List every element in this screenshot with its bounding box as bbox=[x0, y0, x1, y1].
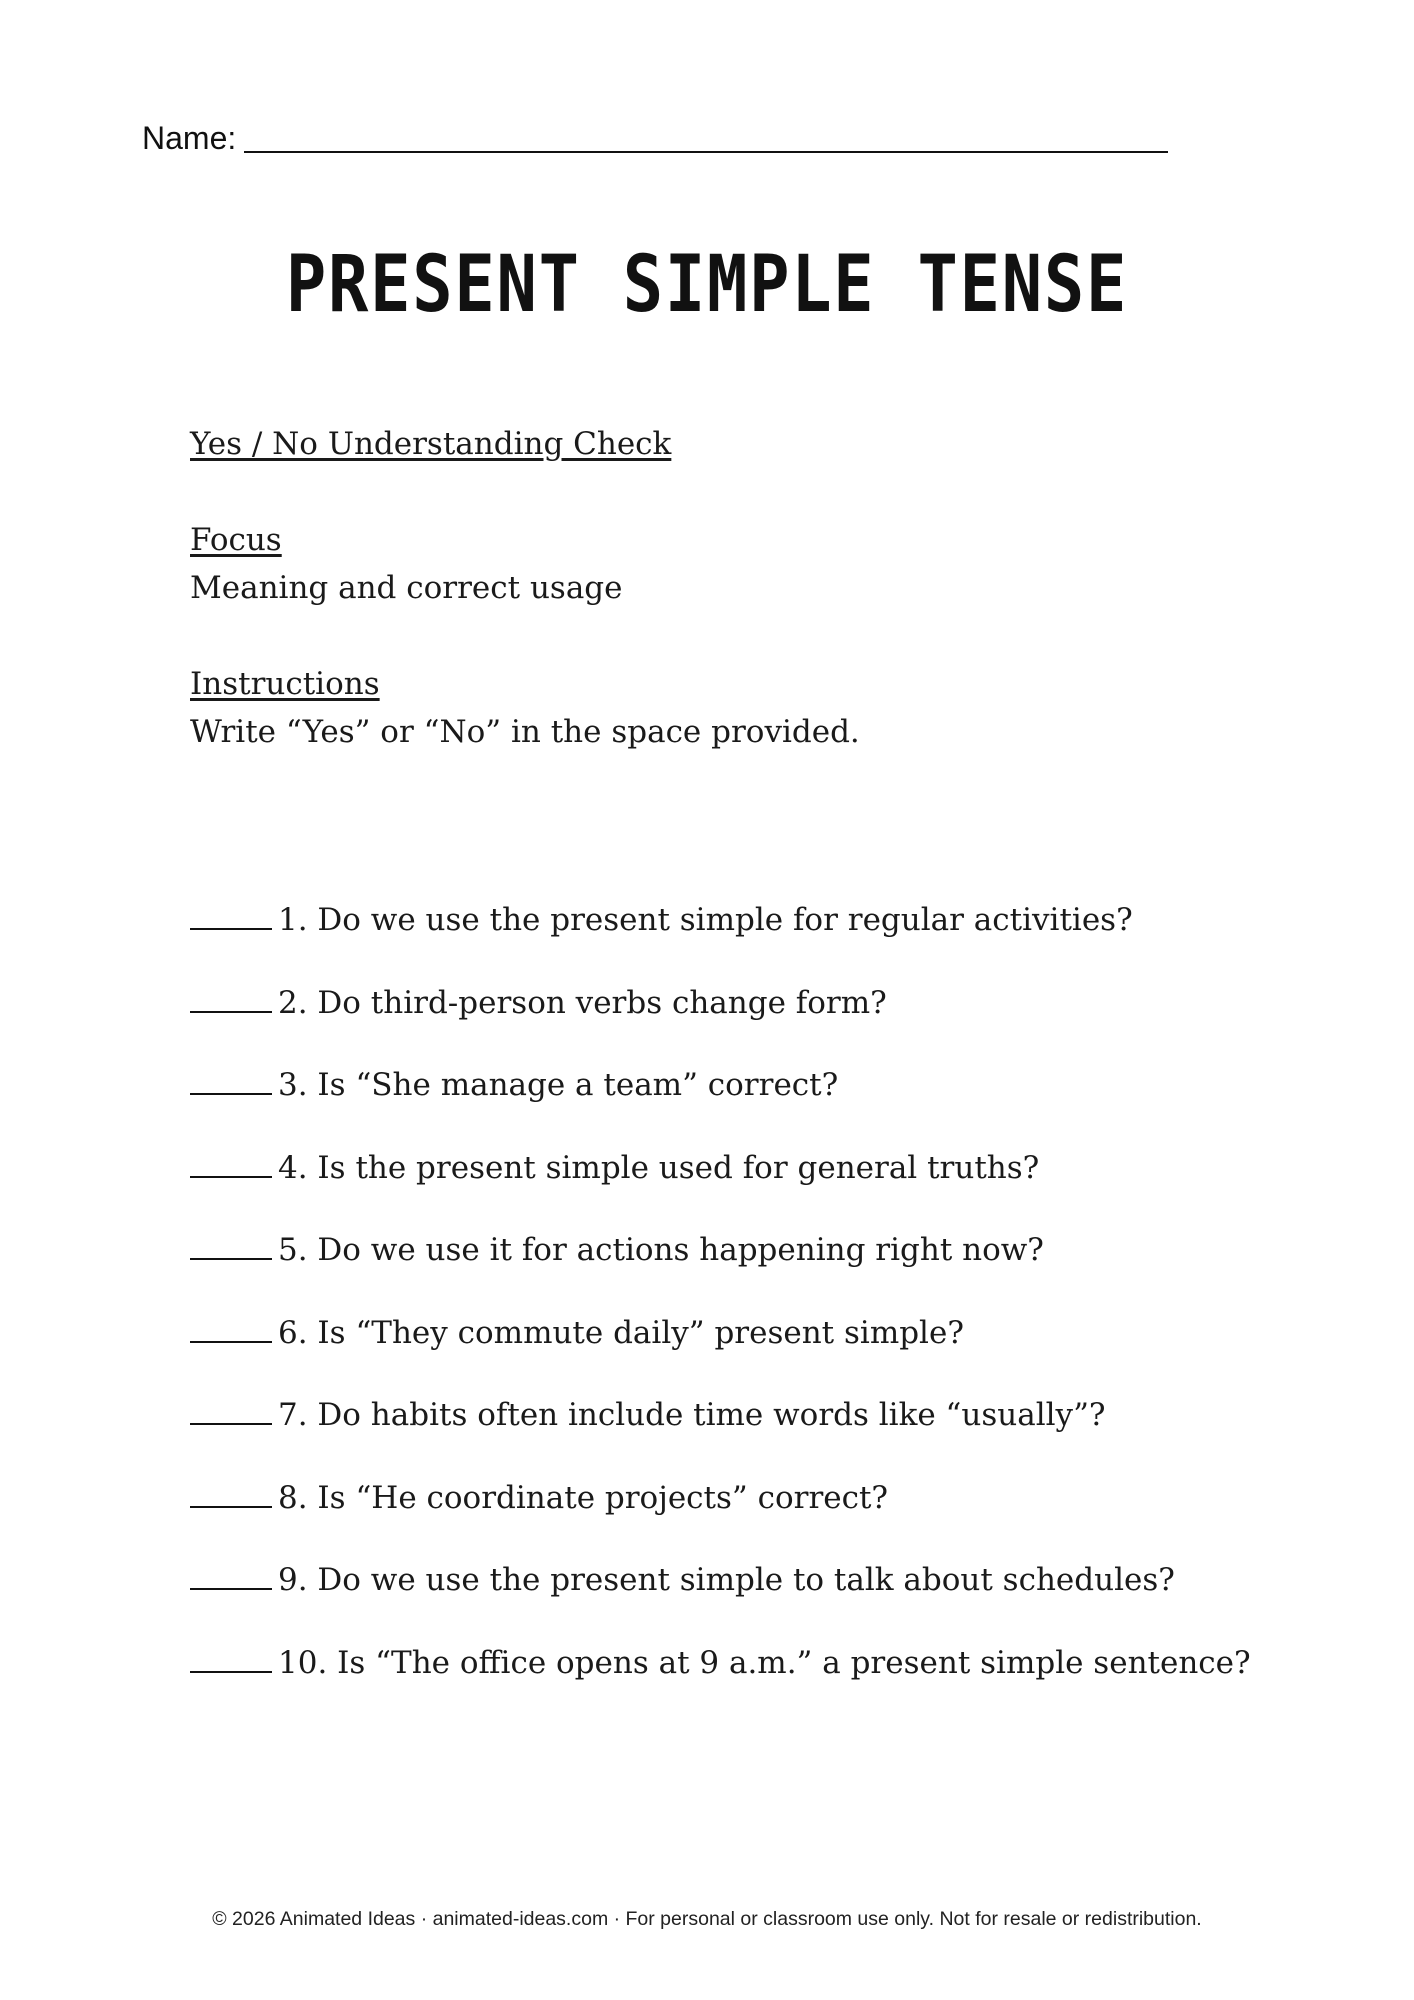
question-item bbox=[190, 1390, 1340, 1473]
name-field[interactable] bbox=[142, 120, 1168, 157]
question-text: 7. Do habits often include time words like “usually”? bbox=[278, 1397, 1106, 1433]
question-item bbox=[190, 1143, 1340, 1226]
question-text: 10. Is “The office opens at 9 a.m.” a present simple sentence? bbox=[278, 1644, 1251, 1681]
answer-blank[interactable] bbox=[190, 1478, 272, 1508]
question-item bbox=[190, 1308, 1340, 1391]
question-text: 5. Do we use it for actions happening right now? bbox=[278, 1232, 1044, 1268]
question-text: 3. Is “She manage a team” correct? bbox=[278, 1067, 839, 1103]
question-text: 2. Do third-person verbs change form? bbox=[278, 984, 887, 1021]
question-list bbox=[190, 895, 1340, 1720]
worksheet-intro bbox=[190, 420, 1290, 756]
question-item bbox=[190, 1473, 1340, 1556]
answer-blank[interactable] bbox=[190, 1643, 272, 1673]
question-item bbox=[190, 1638, 1340, 1721]
question-item bbox=[190, 1555, 1340, 1638]
question-item bbox=[190, 978, 1340, 1061]
answer-blank[interactable] bbox=[190, 1230, 272, 1260]
answer-blank[interactable] bbox=[190, 1148, 272, 1178]
page-title: PRESENT SIMPLE TENSE bbox=[285, 240, 1129, 330]
question-text: 4. Is the present simple used for general truths? bbox=[278, 1149, 1040, 1186]
name-blank-line[interactable] bbox=[244, 151, 1168, 153]
instructions-label: Instructions bbox=[190, 666, 380, 702]
answer-blank[interactable] bbox=[190, 1560, 272, 1590]
question-item bbox=[190, 895, 1340, 978]
section-heading: Yes / No Understanding Check bbox=[190, 426, 672, 462]
question-text: 6. Is “They commute daily” present simple? bbox=[278, 1314, 964, 1351]
focus-text: Meaning and correct usage bbox=[190, 570, 623, 606]
answer-blank[interactable] bbox=[190, 1313, 272, 1343]
answer-blank[interactable] bbox=[190, 983, 272, 1013]
question-item bbox=[190, 1225, 1340, 1308]
answer-blank[interactable] bbox=[190, 900, 272, 930]
focus-label: Focus bbox=[190, 522, 282, 558]
copyright-footer: © 2026 Animated Ideas · animated-ideas.com · For personal or classroom use only. Not for resale or redistribution. bbox=[212, 1908, 1202, 1930]
instructions-text: Write “Yes” or “No” in the space provided. bbox=[190, 714, 860, 750]
question-item bbox=[190, 1060, 1340, 1143]
question-text: 1. Do we use the present simple for regular activities? bbox=[278, 902, 1133, 938]
question-text: 8. Is “He coordinate projects” correct? bbox=[278, 1479, 889, 1516]
name-label: Name: bbox=[142, 120, 237, 156]
question-text: 9. Do we use the present simple to talk about schedules? bbox=[278, 1562, 1175, 1598]
answer-blank[interactable] bbox=[190, 1395, 272, 1425]
answer-blank[interactable] bbox=[190, 1065, 272, 1095]
